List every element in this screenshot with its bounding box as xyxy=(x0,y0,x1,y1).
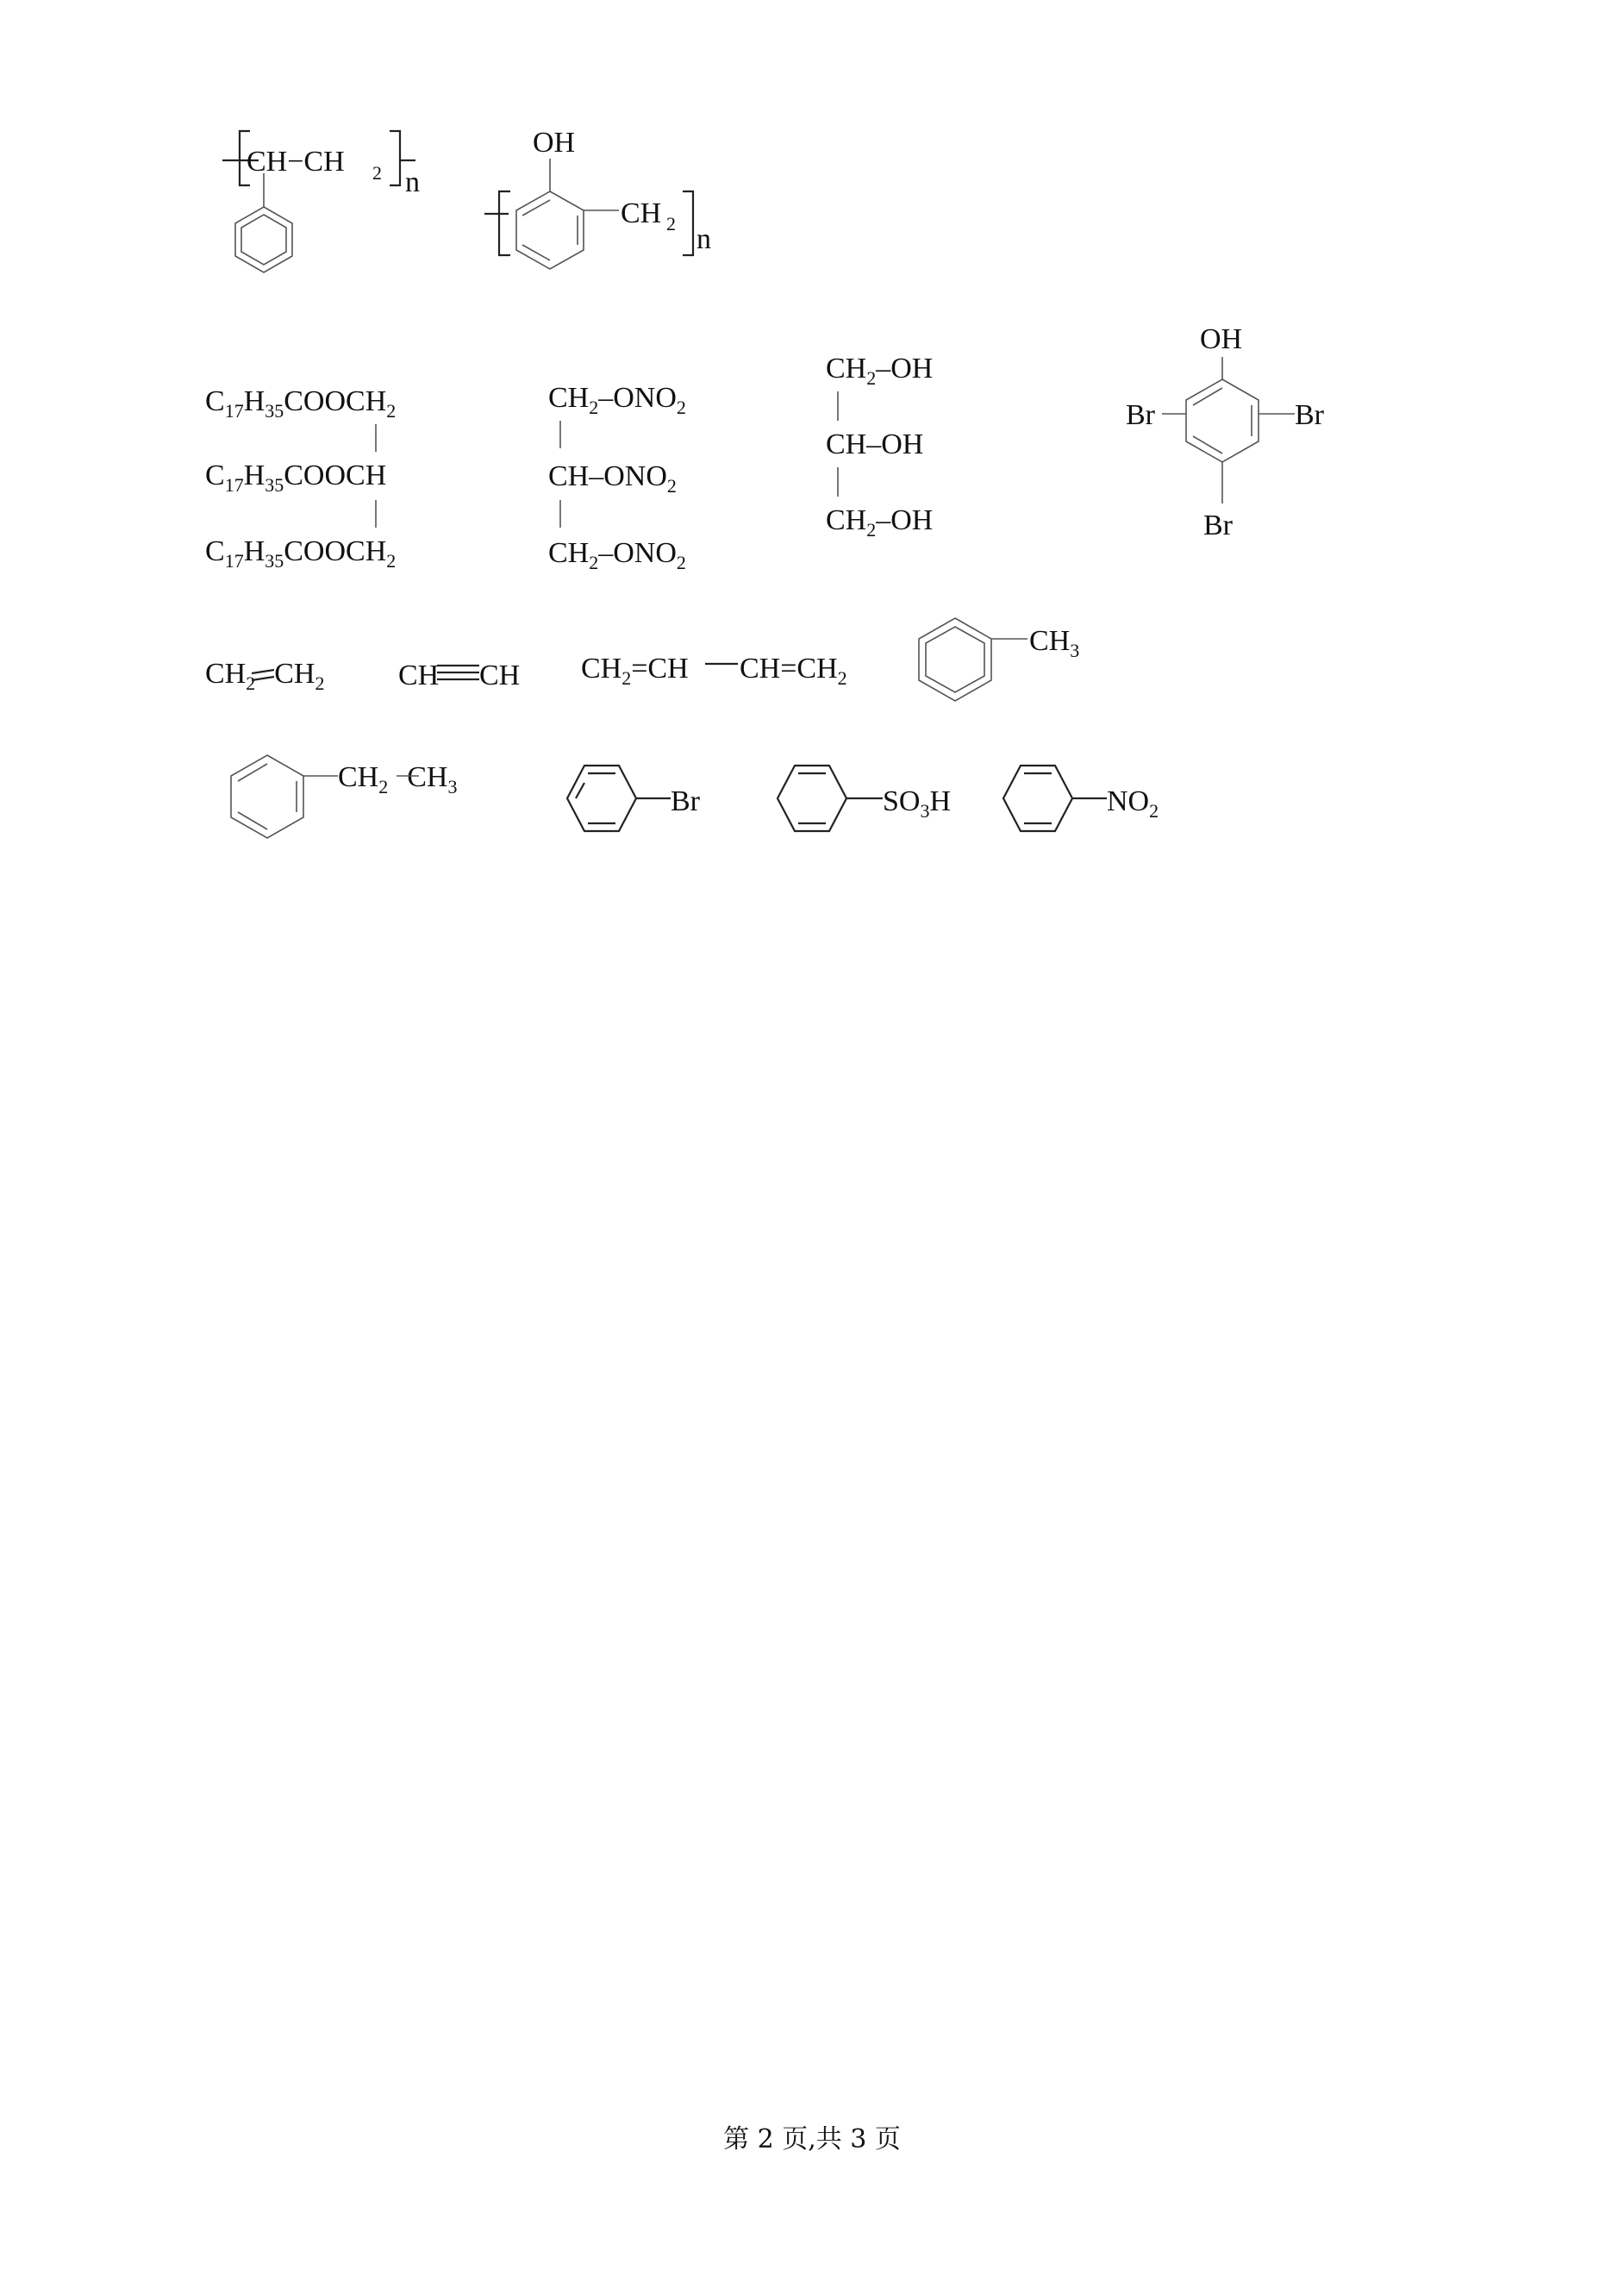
polystyrene-structure xyxy=(222,131,420,272)
tribromophenol-structure xyxy=(1126,323,1325,541)
phenol-resin-ch: CH xyxy=(621,197,662,229)
toluene-substituent: $CH_3$ xyxy=(1029,625,1080,661)
phenol-resin-structure xyxy=(484,127,711,269)
butadiene-left: $CH_2=CH$ xyxy=(581,653,689,689)
benzene-ring-icon xyxy=(516,191,584,269)
tristearin-line-1: $C_{17}H_{35}COOCH_2$ xyxy=(205,385,397,422)
glycerol-line-3: $CH_2-OH$ xyxy=(826,504,934,541)
tribromophenol-br-right: Br xyxy=(1295,399,1324,431)
tribromophenol-br-left: Br xyxy=(1126,399,1155,431)
benzene-ring-icon xyxy=(1186,379,1259,462)
tristearin-line-3: $C_{17}H_{35}COOCH_2$ xyxy=(205,535,397,572)
page-footer: 第 2 页,共 3 页 xyxy=(723,2124,901,2154)
polystyrene-main: CH−CH xyxy=(247,146,345,178)
ethylbenzene-structure xyxy=(231,755,457,838)
ethylene-formula: $CH_2$ $CH_2$ xyxy=(205,658,325,694)
phenol-resin-oh: OH xyxy=(533,127,576,159)
nitrobenzene-substituent: $NO_2$ xyxy=(1107,785,1159,822)
acetylene-right: CH xyxy=(479,660,521,691)
acetylene-left: CH xyxy=(398,660,440,691)
tristearin-line-2: $C_{17}H_{35}COOCH$ xyxy=(205,460,387,496)
phenol-resin-repeat: n xyxy=(696,223,711,255)
polystyrene-repeat: n xyxy=(405,166,420,198)
ethylene-structure xyxy=(205,658,324,694)
benzene-ring-icon xyxy=(1003,766,1072,831)
tristearin-structure xyxy=(205,385,396,572)
benzene-ring-icon xyxy=(567,766,636,831)
benzenesulfonic-acid-structure xyxy=(778,766,951,831)
nitroglycerin-structure xyxy=(548,382,686,573)
bromobenzene-substituent: Br xyxy=(671,785,700,817)
bromobenzene-structure xyxy=(567,766,701,831)
phenol-resin-sub: 2 xyxy=(666,213,676,235)
benzene-ring-icon xyxy=(235,207,292,272)
benzenesulfonic-substituent: $SO_3H$ xyxy=(883,785,952,822)
tribromophenol-oh: OH xyxy=(1200,323,1243,355)
ethylbenzene-substituent: $CH_2$ $CH_3$ xyxy=(338,761,458,797)
nitrobenzene-structure xyxy=(1003,766,1159,831)
butadiene-right: $CH=CH_2$ xyxy=(740,653,847,689)
toluene-structure xyxy=(919,618,1079,701)
benzene-ring-icon xyxy=(919,618,991,701)
acetylene-structure xyxy=(398,660,520,691)
nitroglycerin-line-3: $CH_2-ONO_2$ xyxy=(548,537,686,573)
glycerol-structure xyxy=(826,353,933,541)
benzene-ring-icon xyxy=(231,755,303,838)
polystyrene-sub: 2 xyxy=(372,162,382,184)
glycerol-line-2: CH–OH xyxy=(826,428,924,460)
benzene-ring-icon xyxy=(778,766,846,831)
nitroglycerin-line-2: $CH-ONO_2$ xyxy=(548,460,677,497)
nitroglycerin-line-1: $CH_2-ONO_2$ xyxy=(548,382,686,418)
glycerol-line-1: $CH_2-OH$ xyxy=(826,353,934,389)
tribromophenol-br-bottom: Br xyxy=(1203,510,1233,541)
butadiene-structure xyxy=(581,653,847,689)
